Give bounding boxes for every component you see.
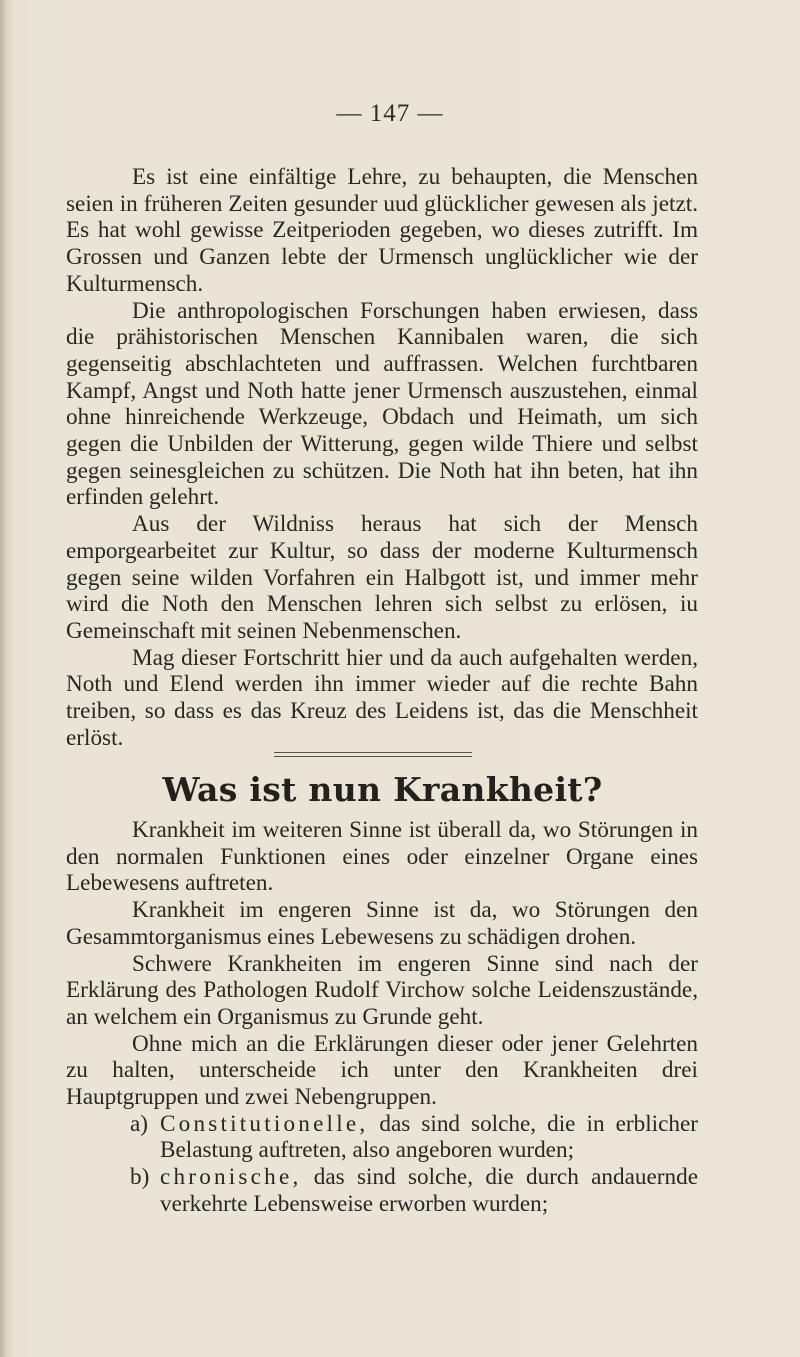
section-krankheit xyxy=(66,817,698,1218)
list-term: chronische, xyxy=(160,1164,302,1191)
list-marker: a) xyxy=(130,1110,149,1137)
paragraph: Schwere Krankheiten im engeren Sinne sind nach der Erklärung des Pathologen Rudolf Virchow solche Leidenszustände, an welchem ein Organismus zu Grunde geht. xyxy=(66,950,698,1030)
list-term: Constitutionelle, xyxy=(160,1110,369,1137)
list-text: das sind solche, die in erblicher Belastung auftreten, also angeboren wurden; xyxy=(160,1110,698,1164)
section-heading: Was ist nun Krankheit? xyxy=(162,770,603,809)
paragraph: Krankheit im engeren Sinne ist da, wo Störungen den Gesammtorganismus eines Lebewesens zu schädigen drohen. xyxy=(66,897,698,950)
list-marker: b) xyxy=(130,1164,150,1191)
paragraph: Ohne mich an die Erklärungen dieser oder jener Gelehrten zu halten, unterscheide ich unter den Krankheiten drei Hauptgruppen und zwei Nebengruppen. xyxy=(66,1030,698,1111)
paragraph: Die anthropologischen Forschungen haben erwiesen, dass die prähistorischen Menschen Kannibalen waren, die sich gegenseitig abschlachteten und auffrassen. Welchen furchtbaren Kampf, Angst und Noth hatte jener Urmensch auszustehen, einmal ohne hinreichende Werkzeuge, Obdach und Heimath, um sich gegen die Unbilden der Witterung, gegen wilde Thiere und selbst gegen seinesgleichen zu schützen. Die Noth hat ihn beten, hat ihn erfinden gelehrt. xyxy=(66,297,698,511)
section-intro xyxy=(66,164,698,751)
list-text: das sind solche, die durch andauernde verkehrte Lebensweise erworben wurden; xyxy=(160,1164,698,1217)
paragraph: Es ist eine einfältige Lehre, zu behaupten, die Menschen seien in früheren Zeiten gesunder uud glücklicher gewesen als jetzt. Es hat wohl gewisse Zeitperioden gegeben, wo dieses zutrifft. Im Grossen und Ganzen lebte der Urmensch unglücklicher wie der Kulturmensch. xyxy=(66,164,698,297)
paragraph: Mag dieser Fortschritt hier und da auch aufgehalten werden, Noth und Elend werden ihn immer wieder auf die rechte Bahn treiben, so dass es das Kreuz des Leidens ist, das die Menschheit erlöst. xyxy=(66,644,698,751)
list-item xyxy=(66,1111,698,1164)
section-divider xyxy=(274,752,472,757)
paragraph: Aus der Wildniss heraus hat sich der Mensch emporgearbeitet zur Kultur, so dass der moderne Kulturmensch gegen seine wilden Vorfahren ein Halbgott ist, und immer mehr wird die Noth den Menschen lehren sich selbst zu erlösen, iu Gemeinschaft mit seinen Nebenmenschen. xyxy=(66,511,698,644)
page-number: — 147 — xyxy=(336,100,444,127)
paragraph: Krankheit im weiteren Sinne ist überall da, wo Störungen in den normalen Funktionen eines oder einzelner Organe eines Lebewesens auftreten. xyxy=(66,817,698,897)
list-item xyxy=(66,1164,698,1217)
